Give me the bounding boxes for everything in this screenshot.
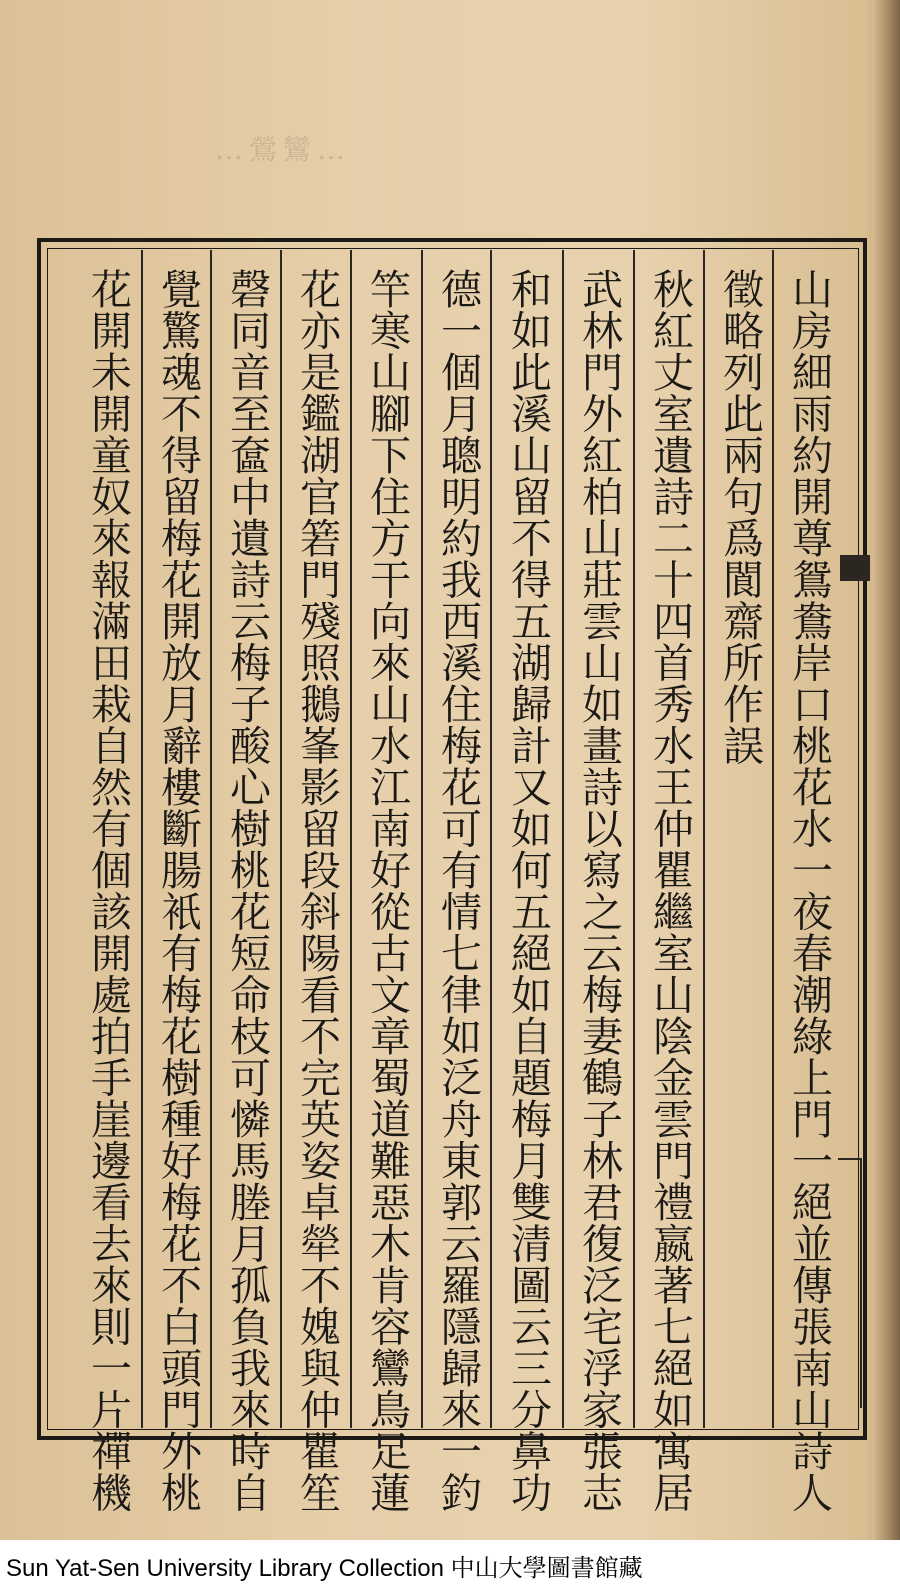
column-rule: [280, 250, 282, 1428]
text-column-3: 秋紅丈室遺詩二十四首秀水王仲瞿繼室山陰金雲門禮嬴著七絕如寓居: [646, 268, 694, 1513]
fore-edge-marker: [840, 555, 870, 581]
column-rule: [350, 250, 352, 1428]
column-rule: [141, 250, 143, 1428]
text-column-9: 磬同音至奩中遺詩云梅子酸心樹桃花短命枝可憐馬塍月孤負我來時自: [223, 268, 271, 1513]
text-column-2: 徵略列此兩句爲閬齋所作誤: [716, 268, 764, 766]
column-rule: [490, 250, 492, 1428]
text-column-7: 竿寒山腳下住方干向來山水江南好從古文章蜀道難惡木肯容鸞鳥足蓮: [363, 268, 411, 1513]
text-column-11: 花開未開童奴來報滿田栽自然有個該開處拍手崖邊看去來則一片禪機: [84, 268, 132, 1513]
bleed-through-text: …鶯鸞…: [215, 133, 352, 166]
column-rule: [421, 250, 423, 1428]
collection-caption: Sun Yat-Sen University Library Collection 中山大學圖書館藏: [6, 1555, 643, 1582]
column-rule: [772, 250, 774, 1428]
book-spine: [872, 0, 900, 1590]
footer-bar: [0, 1540, 900, 1590]
text-column-5: 和如此溪山留不得五湖歸計又如何五絕如自題梅月雙清圖云三分鼻功: [504, 268, 552, 1513]
text-column-8: 花亦是鑑湖官箬門殘照鵝峯影留段斜陽看不完英姿卓犖不媿與仲瞿笙: [293, 268, 341, 1513]
text-column-1: 山房細雨約開尊鴛鴦岸口桃花水一夜春潮綠上門一絕並傳張南山詩人: [785, 268, 833, 1513]
margin-bracket: [838, 1158, 862, 1408]
column-rule: [562, 250, 564, 1428]
text-column-10: 覺驚魂不得留梅花開放月辭樓斷腸衹有梅花樹種好梅花不白頭門外桃: [154, 268, 202, 1513]
column-rule: [633, 250, 635, 1428]
text-column-6: 德一個月聰明約我西溪住梅花可有情七律如泛舟東郭云羅隱歸來一釣: [434, 268, 482, 1513]
column-rule: [703, 250, 705, 1428]
text-column-4: 武林門外紅柏山莊雲山如畫詩以寫之云梅妻鶴子林君復泛宅浮家張志: [575, 268, 623, 1513]
column-rule: [210, 250, 212, 1428]
